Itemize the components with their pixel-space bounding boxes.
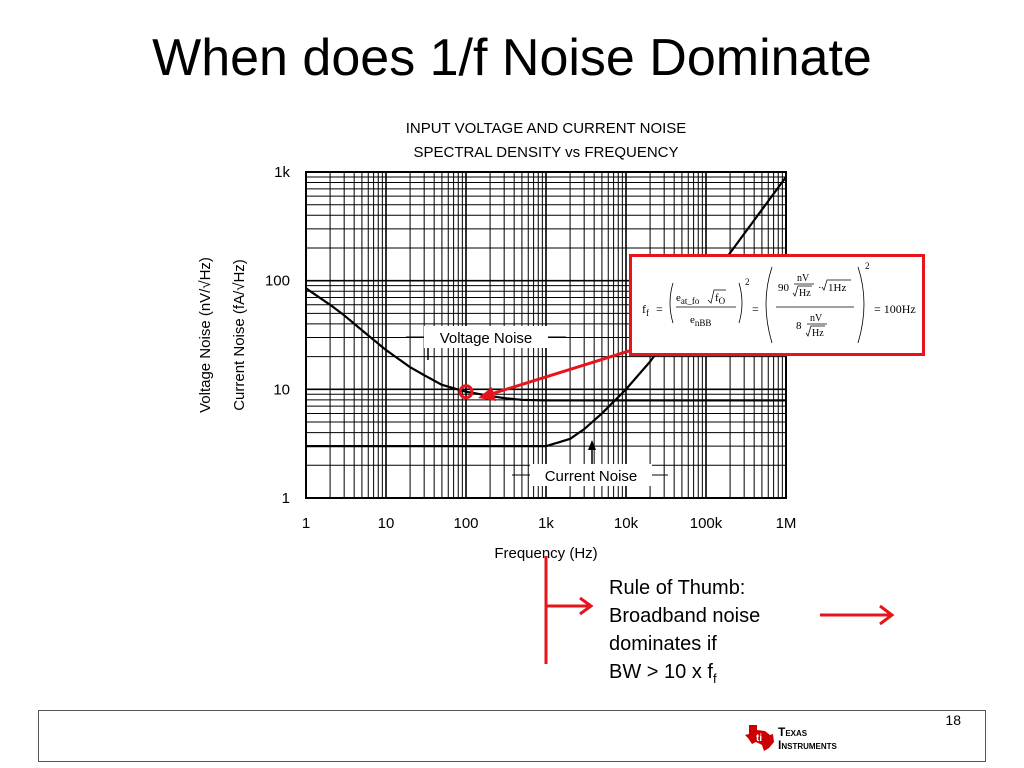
rule-line-1: Rule of Thumb: [609,577,746,599]
chart-subtitle: SPECTRAL DENSITY vs FREQUENCY [413,144,679,161]
formula-unit-nv-1: nV [797,273,810,284]
right-paren-1 [739,283,742,323]
formula-num-b: $f_O$ [715,292,726,306]
formula-num-sqrt: 1Hz [828,282,847,294]
y-tick-label: 100 [264,272,290,290]
voltage-noise-label: Voltage Noise [439,330,533,347]
x-axis-label: Frequency (Hz) [494,545,598,562]
power-1: 2 [745,277,750,287]
formula-unit-nv-2: nV [810,313,823,324]
formula-den-coeff: 8 [796,320,802,332]
current-label-arrowhead [588,440,596,450]
y-axis-label-voltage: Voltage Noise (nV/√Hz) [197,257,214,413]
formula-result: = 100Hz [874,302,916,316]
footer-box [38,710,986,762]
x-tick-label: 100 [453,515,479,532]
y-tick-label: 1 [281,490,290,507]
left-paren-1 [670,283,673,323]
ti-logo [743,721,883,753]
x-tick-label: 10k [613,515,639,532]
y-tick-label: 1k [274,164,290,181]
power-2: 2 [865,261,870,271]
ti-glyph: ti [756,733,763,744]
rule-of-thumb [609,574,760,693]
logo-line-1: Texas [778,725,808,739]
x-tick-label: 10 [377,515,395,532]
x-tick-label: 1k [538,515,554,532]
rule-line-3: dominates if [609,633,717,655]
formula-eq-1: = [656,302,663,316]
y-axis-label-current: Current Noise (fA/√Hz) [231,259,248,411]
left-paren-2 [766,267,772,343]
page-number: 18 [945,712,961,728]
chart-title: INPUT VOLTAGE AND CURRENT NOISE [405,120,687,137]
x-tick-label: 1 [301,515,311,532]
formula-num-coeff: 90 [778,282,789,294]
formula-dot: · [818,282,822,294]
rule-line-2: Broadband noise [609,605,761,627]
formula-eq-2: = [752,302,759,316]
logo-line-2: Instruments [778,738,837,752]
formula-box [629,254,925,356]
rule-line-4: BW > 10 x $f_f$ [609,661,717,686]
x-tick-label: 1M [775,515,797,532]
formula-den-a: $e_{nBB}$ [690,314,712,328]
right-paren-2 [858,267,864,343]
formula [632,257,922,353]
formula-lhs: $f_f$ [642,302,649,318]
formula-unit-hz-2: Hz [812,328,824,339]
x-tick-label: 100k [689,515,723,532]
formula-num-a: $e_{at\_fo}$ [676,292,700,306]
y-tick-label: 10 [273,381,290,399]
formula-unit-hz-1: Hz [799,288,811,299]
current-noise-label: Current Noise [544,468,638,485]
slide-title: When does 1/f Noise Dominate [152,29,872,87]
